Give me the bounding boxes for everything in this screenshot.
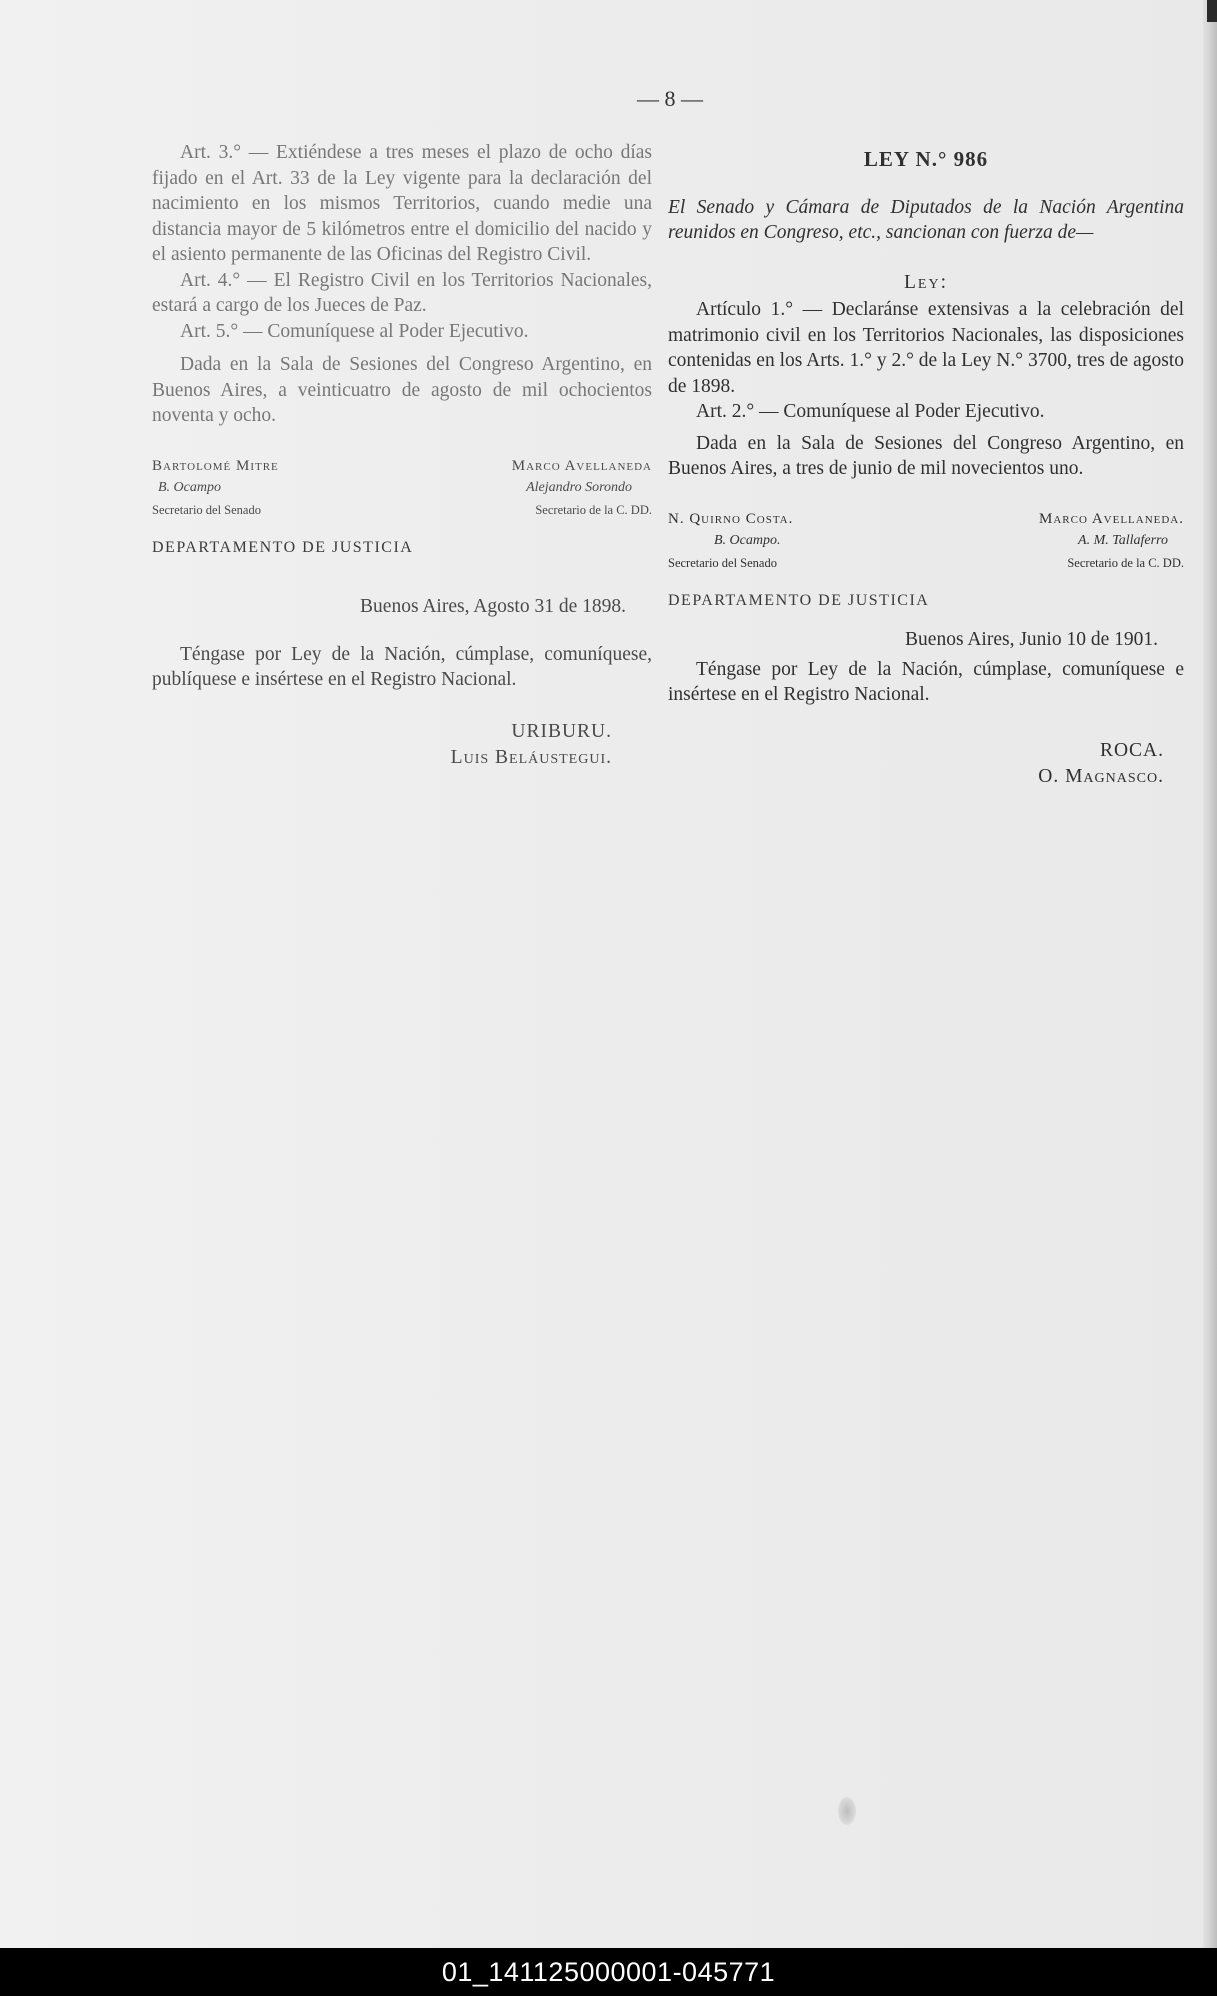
department-heading: DEPARTAMENTO DE JUSTICIA xyxy=(668,591,930,609)
president-name: URIBURU. xyxy=(511,720,612,742)
deputies-signature xyxy=(1039,508,1184,574)
president-name: ROCA. xyxy=(1099,739,1164,761)
deputies-secretary-name: A. M. Tallaferro xyxy=(1078,532,1168,548)
article-3: Art. 3.° — Extiéndese a tres meses el plazo de ocho días fijado en el Art. 33 de la Ley vigente para la declaración del nacimiento en los mismos Territorios, cuando medie una distancia mayor de 5 kilómetros entre el domicilio del nacido y el asiento permanente de las Oficinas del Registro Civil. xyxy=(152,142,652,265)
left-column xyxy=(152,140,652,771)
deputies-secretary-name: Alejandro Sorondo xyxy=(526,479,632,495)
senate-secretary-role: Secretario del Senado xyxy=(668,555,777,570)
senate-signature xyxy=(668,508,793,574)
tengase-paragraph: Téngase por Ley de la Nación, cúmplase, comuníquese e insértese en el Registro Nacional. xyxy=(668,658,1184,705)
binding-mark xyxy=(1207,0,1217,22)
senate-secretary-name: B. Ocampo xyxy=(158,479,221,495)
article-5: Art. 5.° — Comuníquese al Poder Ejecutivo. xyxy=(180,320,529,342)
deputies-president-name: Marco Avellaneda xyxy=(511,457,652,474)
law-title: LEY N.° 986 xyxy=(863,147,989,171)
scan-footer-bar xyxy=(0,1948,1217,1996)
preamble: El Senado y Cámara de Diputados de la Nación Argentina reunidos en Congreso, etc., sancionan con fuerza de— xyxy=(668,196,1184,243)
page-edge-shadow xyxy=(1203,0,1217,1948)
congress-signatures xyxy=(152,455,652,521)
tengase-paragraph: Téngase por Ley de la Nación, cúmplase, comuníquese, publíquese e insértese en el Registro Nacional. xyxy=(152,643,652,690)
scan-identifier: 01_141125000001-045771 xyxy=(441,1956,776,1987)
deputies-secretary-role: Secretario de la C. DD. xyxy=(535,502,652,517)
page-number: — 8 — xyxy=(637,86,703,111)
deputies-secretary-role: Secretario de la C. DD. xyxy=(1067,555,1184,570)
senate-president-name: N. Quirno Costa. xyxy=(668,510,794,527)
decree-date: Buenos Aires, Agosto 31 de 1898. xyxy=(360,596,626,617)
dada-paragraph: Dada en la Sala de Sesiones del Congreso Argentino, en Buenos Aires, a veinticuatro de agosto de mil ochocientos noventa y ocho. xyxy=(152,354,652,426)
senate-secretary-name: B. Ocampo. xyxy=(714,532,781,548)
deputies-president-name: Marco Avellaneda. xyxy=(1039,510,1184,527)
congress-signatures xyxy=(668,508,1184,574)
minister-name: Luis Beláustegui. xyxy=(450,746,612,768)
right-column xyxy=(668,140,1184,790)
article-4: Art. 4.° — El Registro Civil en los Territorios Nacionales, estará a cargo de los Jueces de Paz. xyxy=(152,269,652,316)
department-heading: DEPARTAMENTO DE JUSTICIA xyxy=(152,538,414,556)
minister-name: O. Magnasco. xyxy=(1038,765,1164,787)
executive-signatures xyxy=(668,738,1184,790)
senate-president-name: Bartolomé Mitre xyxy=(152,457,279,474)
deputies-signature xyxy=(512,455,652,521)
article-1: Artículo 1.° — Declaránse extensivas a la celebración del matrimonio civil en los Territorios Nacionales, las disposiciones contenidas en los Arts. 1.° y 2.° de la Ley N.° 3700, tres de agosto de 1898. xyxy=(668,299,1184,397)
senate-secretary-role: Secretario del Senado xyxy=(152,502,261,517)
dada-paragraph: Dada en la Sala de Sesiones del Congreso Argentino, en Buenos Aires, a tres de junio de mil novecientos uno. xyxy=(668,432,1184,479)
decree-date: Buenos Aires, Junio 10 de 1901. xyxy=(905,629,1158,650)
ley-heading: Ley: xyxy=(904,271,948,293)
article-2: Art. 2.° — Comuníquese al Poder Ejecutivo. xyxy=(696,401,1045,422)
ink-smudge xyxy=(838,1797,856,1825)
executive-signatures xyxy=(152,719,652,771)
senate-signature xyxy=(152,455,279,521)
